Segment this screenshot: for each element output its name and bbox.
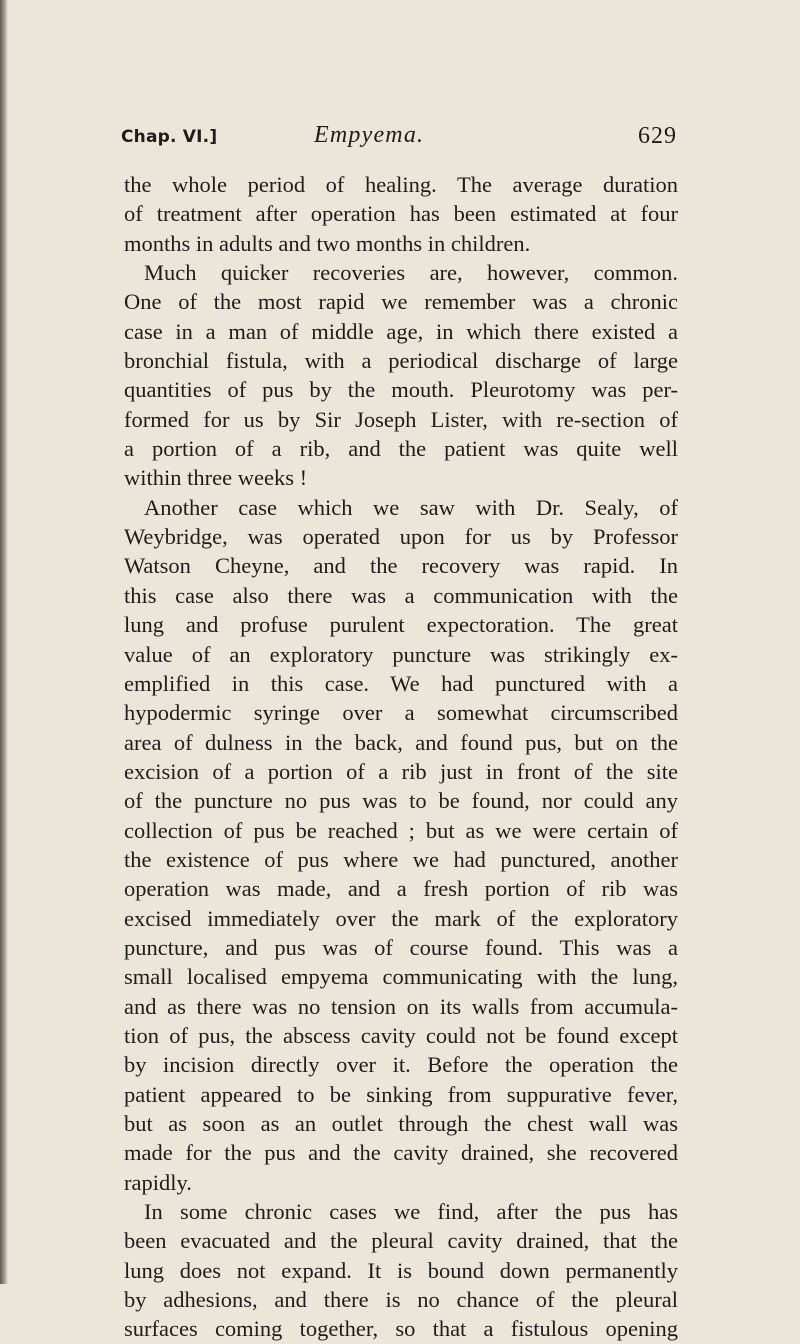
text-line: surfaces coming together, so that a fistulous opening (124, 1316, 678, 1342)
text-line: excised immediately over the mark of the exploratory (124, 905, 678, 931)
text-line: Weybridge, was operated upon for us by Professor (124, 524, 678, 550)
text-line: lung and profuse purulent expectoration. The great (124, 612, 678, 638)
page-binding-shadow (0, 0, 8, 1284)
running-title: Empyema. (314, 122, 425, 148)
text-line: Much quicker recoveries are, however, common. (144, 260, 678, 286)
text-line: formed for us by Sir Joseph Lister, with re-section of (124, 406, 678, 432)
text-line: and as there was no tension on its walls from accumula- (124, 993, 678, 1019)
text-line: been evacuated and the pleural cavity drained, that the (124, 1228, 678, 1254)
text-line: hypodermic syringe over a somewhat circumscribed (124, 700, 678, 726)
text-line: a portion of a rib, and the patient was quite well (124, 436, 678, 462)
text-line: the existence of pus where we had punctured, another (124, 846, 678, 872)
text-line: operation was made, and a fresh portion of rib was (124, 876, 678, 902)
text-line: made for the pus and the cavity drained, she recovered (124, 1140, 678, 1166)
text-line: Watson Cheyne, and the recovery was rapid. In (124, 553, 678, 579)
text-line: patient appeared to be sinking from suppurative fever, (124, 1081, 678, 1107)
chapter-label: Chap. VI.] (121, 127, 218, 147)
text-line: value of an exploratory puncture was strikingly ex- (124, 641, 678, 667)
text-line: bronchial fistula, with a periodical discharge of large (124, 348, 678, 374)
text-line: this case also there was a communication with the (124, 582, 678, 608)
page-number: 629 (638, 123, 677, 149)
text-line: of the puncture no pus was to be found, nor could any (124, 788, 678, 814)
text-line: excision of a portion of a rib just in front of the site (124, 758, 678, 784)
text-line: One of the most rapid we remember was a chronic (124, 289, 678, 315)
text-line: Another case which we saw with Dr. Sealy, of (144, 494, 678, 520)
body-text (124, 170, 678, 1344)
text-line: of treatment after operation has been estimated at four (124, 201, 678, 227)
text-line: small localised empyema communicating with the lung, (124, 964, 678, 990)
text-line: puncture, and pus was of course found. This was a (124, 934, 678, 960)
running-head (121, 122, 677, 155)
text-line: case in a man of middle age, in which there existed a (124, 318, 678, 344)
text-line: rapidly. (124, 1169, 192, 1195)
text-line: the whole period of healing. The average duration (124, 172, 678, 197)
text-line: within three weeks ! (124, 465, 308, 491)
text-line: but as soon as an outlet through the chest wall was (124, 1111, 678, 1136)
text-line: area of dulness in the back, and found pus, but on the (124, 729, 678, 755)
text-line: collection of pus be reached ; but as we were certain of (124, 817, 678, 843)
text-line: lung does not expand. It is bound down permanently (124, 1257, 678, 1283)
text-line: emplified in this case. We had punctured with a (124, 670, 678, 696)
text-line: quantities of pus by the mouth. Pleurotomy was per- (124, 377, 678, 403)
text-line: months in adults and two months in children. (124, 230, 531, 256)
text-line: In some chronic cases we find, after the pus has (144, 1199, 678, 1225)
text-line: tion of pus, the abscess cavity could not be found except (124, 1022, 678, 1048)
text-line: by adhesions, and there is no chance of the pleural (124, 1287, 678, 1313)
text-line: by incision directly over it. Before the operation the (124, 1052, 678, 1078)
